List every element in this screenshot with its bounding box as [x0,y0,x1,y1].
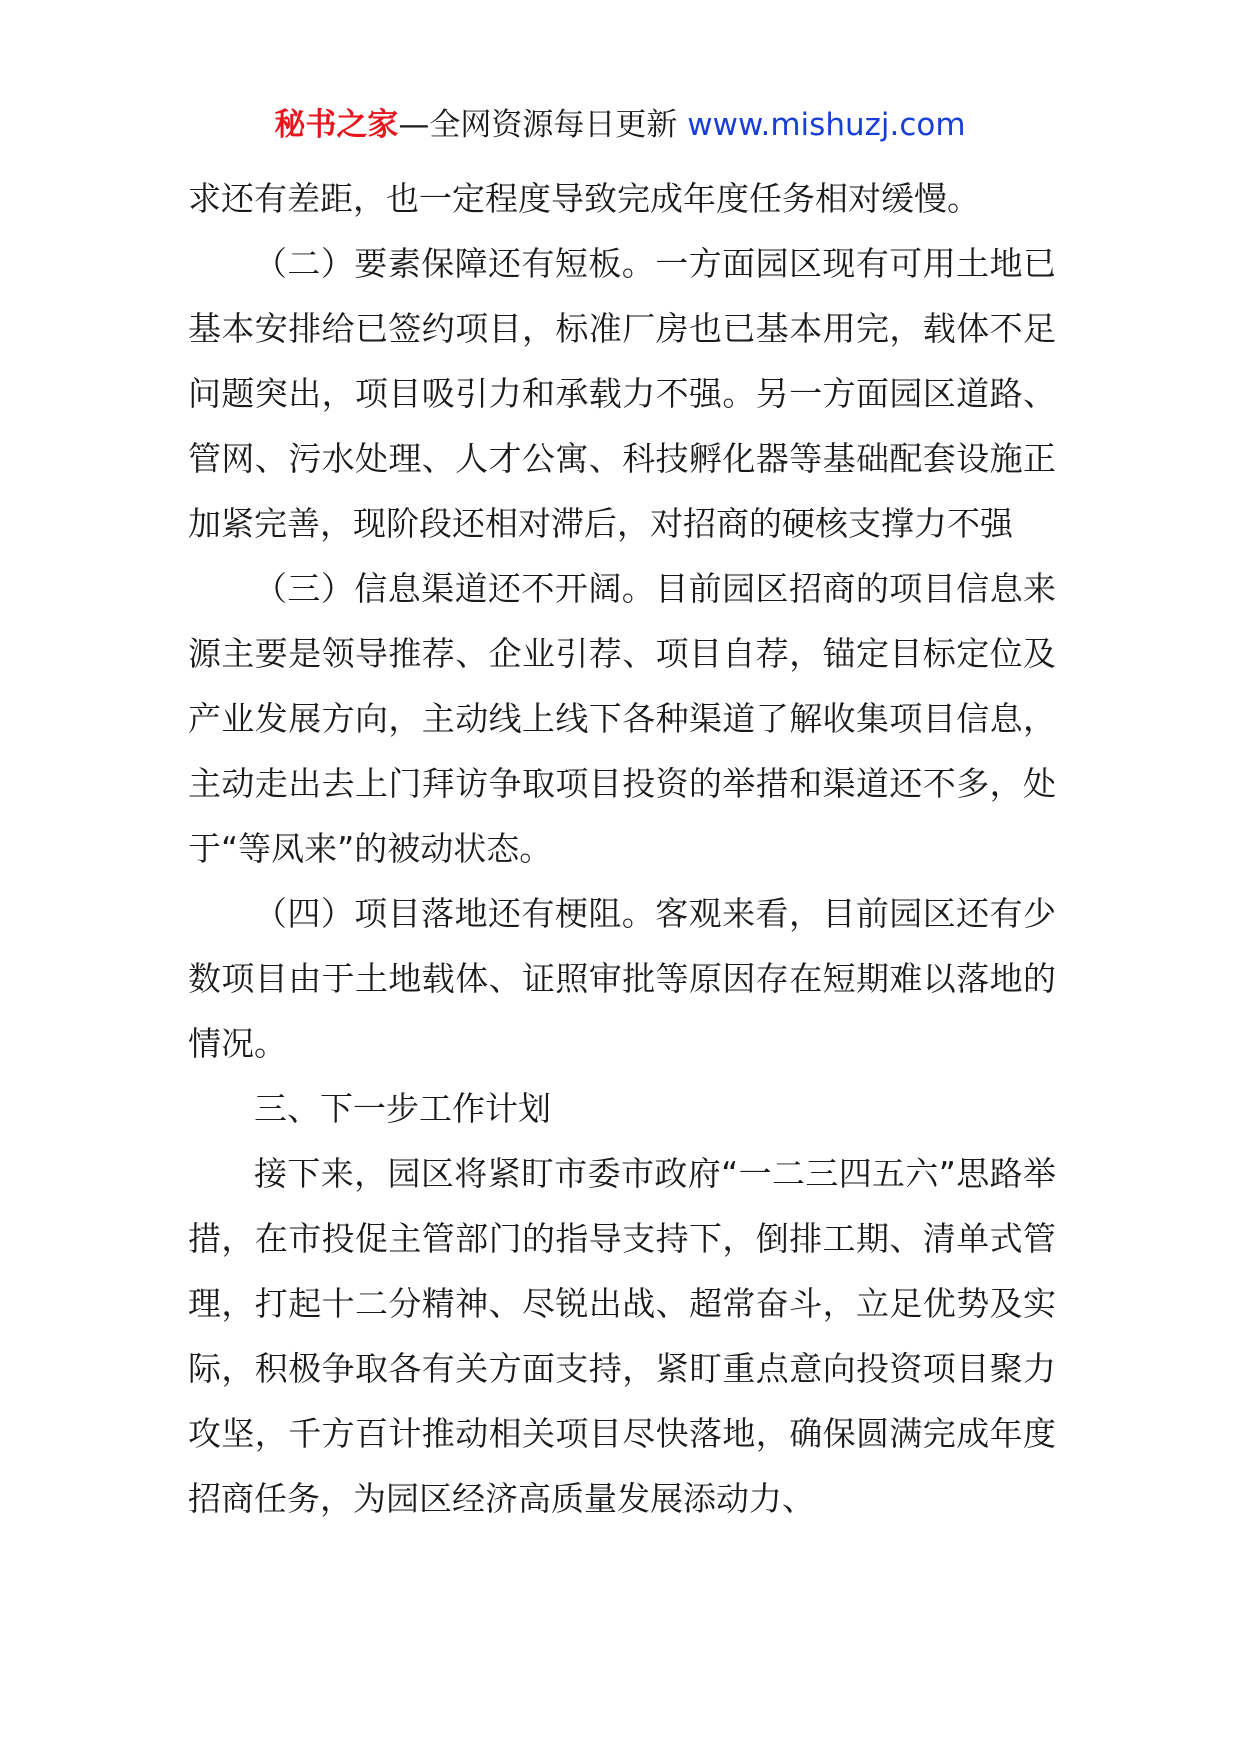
page-header [0,100,1240,150]
paragraph-next-steps: 接下来，园区将紧盯市委市政府“一二三四五六”思路举措，在市投促主管部门的指导支持下，倒排工期、清单式管理，打起十二分精神、尽锐出战、超常奋斗，立足优势及实际，积极争取各有关方面支持，紧盯重点意向投资项目聚力攻坚，千方百计推动相关项目尽快落地，确保圆满完成年度招商任务，为园区经济高质量发展添动力、 [188,1154,1056,1518]
section-heading-next-steps: 三、下一步工作计划 [254,1089,551,1128]
paragraph-factor-guarantee: （二）要素保障还有短板。一方面园区现有可用土地已基本安排给已签约项目，标准厂房也已基本用完，载体不足问题突出，项目吸引力和承载力不强。另一方面园区道路、管网、污水处理、人才公寓、科技孵化器等基础配套设施正加紧完善，现阶段还相对滞后，对招商的硬核支撑力不强 [188,244,1056,543]
header-tagline: —全网资源每日更新 [398,107,688,143]
header-site-url[interactable]: www.mishuzj.com [687,107,966,143]
document-body [188,166,1056,1531]
header-brand: 秘书之家 [274,107,399,143]
paragraph-info-channel: （三）信息渠道还不开阔。目前园区招商的项目信息来源主要是领导推荐、企业引荐、项目自荐，锚定目标定位及产业发展方向，主动线上线下各种渠道了解收集项目信息，主动走出去上门拜访争取项目投资的举措和渠道还不多，处于“等凤来”的被动状态。 [188,569,1056,868]
paragraph-project-landing: （四）项目落地还有梗阻。客观来看，目前园区还有少数项目由于土地载体、证照审批等原因存在短期难以落地的情况。 [188,894,1056,1063]
paragraph-continuation: 求还有差距，也一定程度导致完成年度任务相对缓慢。 [188,179,980,218]
